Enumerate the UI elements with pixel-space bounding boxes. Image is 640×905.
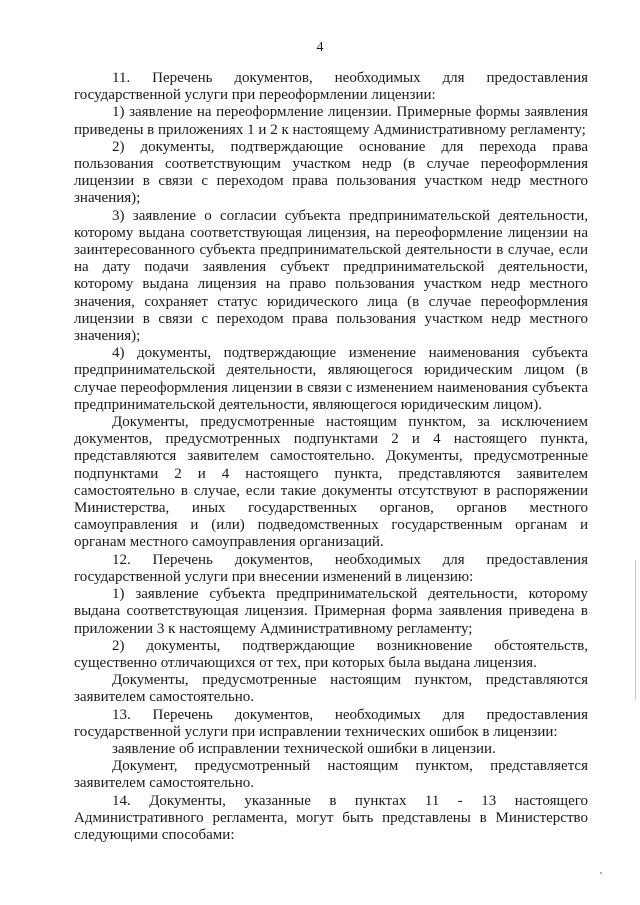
- paragraph-11-note: Документы, предусмотренные настоящим пунктом, за исключением документов, предусмотренных подпунктами 2 и 4 настоящего пункта, представляются заявителем самостоятельно. Документы, предусмотренные подпунктами 2 и 4 настоящего пункта, представляются заявителем самостоятельно в случае, если такие документы отсутствуют в распоряжении Министерства, иных государственных органов, органов местного самоуправления и (или) подведомственных государственным органам и органам местного самоуправления организаций.: [74, 414, 588, 551]
- paragraph-11-item-2: 2) документы, подтверждающие основание для перехода права пользования соответствующим участком недр (в случае переоформления лицензии в связи с переходом права пользования участком недр местного значения);: [74, 138, 588, 207]
- paragraph-12-heading: 12. Перечень документов, необходимых для предоставления государственной услуги при внесении изменений в лицензию:: [74, 551, 588, 585]
- paragraph-13-item: заявление об исправлении технической ошибки в лицензии.: [112, 740, 496, 757]
- paragraph-12-item-1: 1) заявление субъекта предпринимательской деятельности, которому выдана соответствующая лицензия. Примерная форма заявления приведена в приложении 3 к настоящему Административному регламенту;: [74, 586, 588, 637]
- document-body: [74, 70, 588, 844]
- scan-speck: [600, 872, 602, 874]
- paragraph-11-item-4: 4) документы, подтверждающие изменение наименования субъекта предпринимательской деятельности, являющегося юридическим лицом (в случае переоформления лицензии в связи с изменением наименования субъекта предпринимательской деятельности, являющегося юридическим лицом).: [74, 345, 588, 413]
- paragraph-12-item-2: 2) документы, подтверждающие возникновение обстоятельств, существенно отличающихся от тех, при которых была выдана лицензия.: [74, 637, 588, 671]
- paragraph-12-note: Документы, предусмотренные настоящим пунктом, представляются заявителем самостоятельно.: [74, 672, 588, 706]
- paragraph-14-heading: 14. Документы, указанные в пунктах 11 - 13 настоящего Административного регламента, могут быть представлены в Министерство следующими способами:: [74, 792, 588, 843]
- page-number: 4: [316, 40, 324, 55]
- paragraph-13-heading: 13. Перечень документов, необходимых для предоставления государственной услуги при исправлении технических ошибок в лицензии:: [74, 706, 588, 740]
- paragraph-11-item-3: 3) заявление о согласии субъекта предпринимательской деятельности, которому выдана соответствующая лицензия, на переоформление лицензии на заинтересованного субъекта предпринимательской деятельности в случае, если на дату подачи заявления субъект предпринимательской деятельности, которому выдана лицензия на право пользования участком недр местного значения, сохраняет статус юридического лица (в случае переоформления лицензии в связи с переходом права пользования участком недр местного значения);: [74, 207, 588, 345]
- paragraph-11-item-1: 1) заявление на переоформление лицензии. Примерные формы заявления приведены в приложениях 1 и 2 к настоящему Административному регламенту;: [74, 104, 588, 138]
- paragraph-11-heading: 11. Перечень документов, необходимых для предоставления государственной услуги при переоформлении лицензии:: [74, 70, 588, 104]
- paragraph-13-note: Документ, предусмотренный настоящим пунктом, представляется заявителем самостоятельно.: [74, 758, 588, 792]
- scan-edge-mark: [635, 560, 636, 700]
